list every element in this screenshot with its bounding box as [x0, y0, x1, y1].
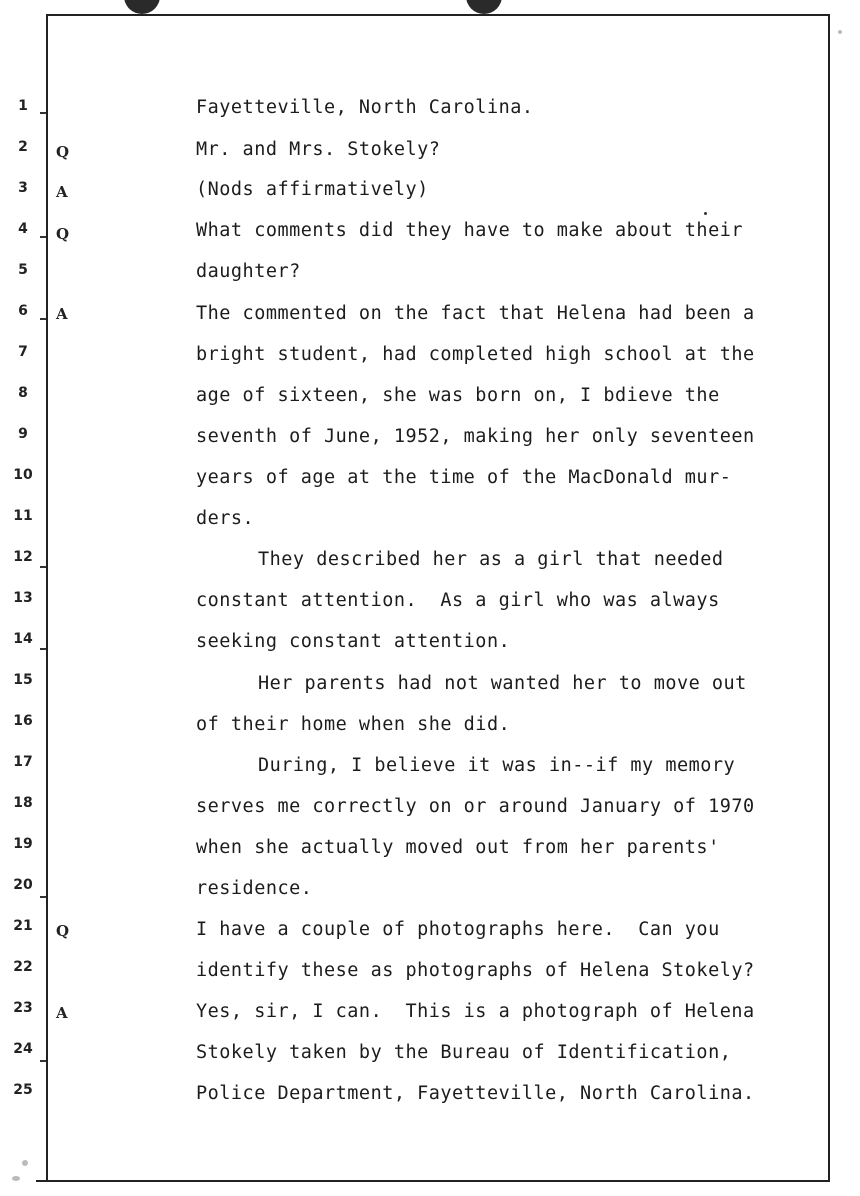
- transcript-line: daughter?: [196, 261, 301, 282]
- line-number: 14: [13, 631, 33, 647]
- transcript-line: ders.: [196, 508, 255, 529]
- transcript-line: The commented on the fact that Helena had been a: [196, 303, 755, 324]
- line-number: 7: [18, 344, 28, 360]
- transcript-line: Her parents had not wanted her to move out: [258, 673, 747, 694]
- line-number: 12: [13, 549, 33, 565]
- transcript-line: Police Department, Fayetteville, North Carolina.: [196, 1083, 755, 1104]
- transcript-line: seeking constant attention.: [196, 631, 511, 652]
- scan-speck: [22, 1160, 28, 1166]
- line-number: 5: [18, 262, 28, 278]
- line-number: 13: [13, 590, 33, 606]
- transcript-line: constant attention. As a girl who was always: [196, 590, 720, 611]
- line-number: 8: [18, 385, 28, 401]
- transcript-line: seventh of June, 1952, making her only seventeen: [196, 426, 755, 447]
- line-number: 4: [18, 221, 28, 237]
- line-number: 3: [18, 180, 28, 196]
- transcript-line: Mr. and Mrs. Stokely?: [196, 139, 441, 160]
- transcript-line: (Nods affirmatively): [196, 179, 429, 200]
- line-number: 23: [13, 1000, 33, 1016]
- transcript-line: years of age at the time of the MacDonald mur-: [196, 467, 732, 488]
- margin-tick: [40, 566, 46, 568]
- transcript-line: Fayetteville, North Carolina.: [196, 97, 534, 118]
- speaker-marker-answer: A: [56, 305, 68, 323]
- transcript-line: when she actually moved out from her parents': [196, 837, 720, 858]
- line-number: 11: [13, 508, 33, 524]
- margin-tick: [40, 1060, 46, 1062]
- speaker-marker-answer: A: [56, 183, 68, 201]
- line-number: 25: [13, 1082, 33, 1098]
- margin-tick: [40, 236, 46, 238]
- line-number: 18: [13, 795, 33, 811]
- line-number: 2: [18, 139, 28, 155]
- margin-tick: [40, 318, 46, 320]
- line-number: 21: [13, 918, 33, 934]
- scan-speck: [704, 212, 707, 215]
- line-number: 1: [18, 98, 28, 114]
- transcript-line: age of sixteen, she was born on, I bdieve the: [196, 385, 720, 406]
- speaker-marker-question: Q: [56, 143, 70, 161]
- transcript-line: serves me correctly on or around January of 1970: [196, 796, 755, 817]
- page-border-left: [46, 14, 48, 1182]
- line-number: 15: [13, 672, 33, 688]
- line-number: 19: [13, 836, 33, 852]
- line-number: 22: [13, 959, 33, 975]
- transcript-line: I have a couple of photographs here. Can you: [196, 919, 720, 940]
- transcript-line: During, I believe it was in--if my memory: [258, 755, 736, 776]
- transcript-line: of their home when she did.: [196, 714, 511, 735]
- transcript-line: Stokely taken by the Bureau of Identification,: [196, 1042, 732, 1063]
- speaker-marker-answer: A: [56, 1004, 68, 1022]
- line-number: 16: [13, 713, 33, 729]
- punch-hole-right: [466, 0, 502, 14]
- transcript-line: What comments did they have to make about their: [196, 220, 743, 241]
- transcript-line: identify these as photographs of Helena Stokely?: [196, 960, 755, 981]
- margin-tick: [40, 112, 46, 114]
- scan-speck: [12, 1176, 20, 1181]
- scan-speck: [838, 30, 842, 34]
- speaker-marker-question: Q: [56, 922, 70, 940]
- line-number: 17: [13, 754, 33, 770]
- transcript-line: They described her as a girl that needed: [258, 549, 724, 570]
- transcript-line: residence.: [196, 878, 313, 899]
- punch-hole-left: [124, 0, 160, 14]
- margin-tick: [40, 648, 46, 650]
- speaker-marker-question: Q: [56, 225, 70, 243]
- page-border-bottom: [36, 1180, 830, 1182]
- line-number: 24: [13, 1041, 33, 1057]
- margin-tick: [40, 896, 46, 898]
- page-border-top: [48, 14, 830, 16]
- line-number: 6: [18, 303, 28, 319]
- transcript-line: bright student, had completed high school at the: [196, 344, 755, 365]
- line-number: 20: [13, 877, 33, 893]
- line-number: 10: [13, 467, 33, 483]
- line-number: 9: [18, 426, 28, 442]
- transcript-line: Yes, sir, I can. This is a photograph of Helena: [196, 1001, 755, 1022]
- page-border-right: [828, 14, 830, 1182]
